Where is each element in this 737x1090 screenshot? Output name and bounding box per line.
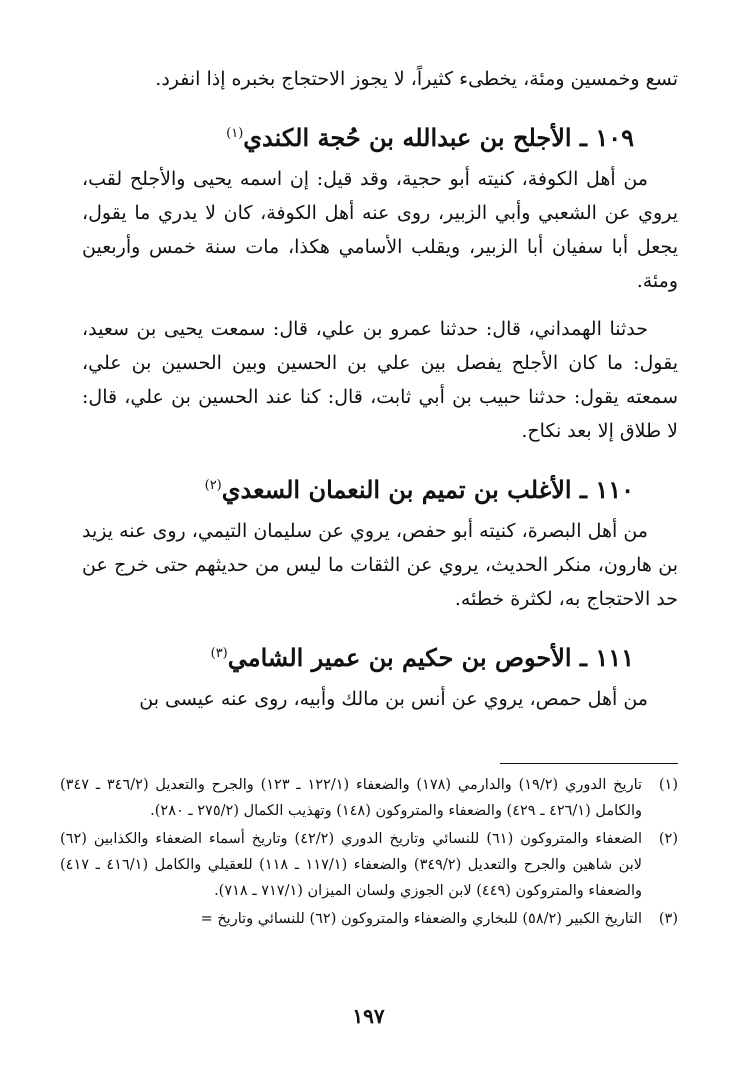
footnote-text: الضعفاء والمتروكون (٦١) للنسائي وتاريخ الدوري (٤٢/٢) وتاريخ أسماء الضعفاء والكذابين (٦٢) لابن شاهين والجرح والتعديل (٣٤٩/٢) والضعفاء (١١٧/١ ـ ١١٨) للعقيلي والكامل (٤١٦/١ ـ ٤١٧) والضعفاء والمتروكون (٤٤٩) لابن الجوزي ولسان الميزان (٧١٧/١ ـ ٧١٨). (60, 831, 643, 899)
footnotes (60, 772, 678, 934)
page-number: ١٩٧ (352, 1004, 385, 1028)
entry-title: ١١٠ ـ الأغلب بن تميم بن النعمان السعدي (221, 475, 634, 504)
lead-paragraph: تسع وخمسين ومئة، يخطىء كثيراً، لا يجوز الاحتجاج بخبره إذا انفرد. (155, 68, 678, 90)
entry-110 (82, 468, 678, 616)
entry-paragraph: من أهل الكوفة، كنيته أبو حجية، وقد قيل: إن اسمه يحيى والأجلح لقب، يروي عن الشعبي وأبي الزبير، روى عنه أهل الكوفة، كان لا يدري ما يقول، يجعل أبا سفيان أبا الزبير، ويقلب الأسامي هكذا، مات سنة خمس وأربعين ومئة. (82, 168, 678, 292)
footnote-divider (500, 763, 678, 764)
entry-heading (82, 116, 678, 156)
footnote (60, 772, 678, 824)
entry-paragraph: حدثنا الهمداني، قال: حدثنا عمرو بن علي، قال: سمعت يحيى بن سعيد، يقول: ما كان الأجلح يفصل بين علي بن الحسين وبين الحسين بن علي، سمعته يقول: حدثنا حبيب بن أبي ثابت، قال: كنا عند الحسين بن علي، قال: لا طلاق إلا بعد نكاح. (82, 318, 678, 442)
entry-paragraph: من أهل البصرة، كنيته أبو حفص، يروي عن سليمان التيمي، روى عنه يزيد بن هارون، منكر الحديث، يروي عن الثقات ما ليس من حديثهم حتى خرج عن حد الاحتجاج به، لكثرة خطئه. (82, 520, 678, 610)
footnote-ref[interactable]: (٢) (204, 478, 222, 493)
footnote-ref[interactable]: (٣) (210, 646, 228, 661)
footnote-number: (٣) (658, 911, 678, 927)
entry-title: ١١١ ـ الأحوص بن حكيم بن عمير الشامي (227, 643, 634, 672)
footnote-ref[interactable]: (١) (226, 126, 244, 141)
footnote (60, 906, 678, 932)
entry-title: ١٠٩ ـ الأجلح بن عبدالله بن حُجة الكندي (243, 123, 634, 152)
footnote-text: التاريخ الكبير (٥٨/٢) للبخاري والضعفاء والمتروكون (٦٢) للنسائي وتاريخ = (200, 911, 642, 927)
entry-111 (82, 636, 678, 716)
entry-heading (82, 468, 678, 508)
footnote (60, 826, 678, 904)
entry-heading (82, 636, 678, 676)
footnote-text: تاريخ الدوري (١٩/٢) والدارمي (١٧٨) والضعفاء (١٢٢/١ ـ ١٢٣) والجرح والتعديل (٣٤٦/٢ ـ ٣٤٧) والكامل (٤٢٦/١ ـ ٤٢٩) والضعفاء والمتروكون (١٤٨) وتهذيب الكمال (٢٧٥/٢ ـ ٢٨٠). (60, 777, 643, 819)
main-text (82, 62, 678, 716)
entry-paragraph: من أهل حمص، يروي عن أنس بن مالك وأبيه، روى عنه عيسى بن (139, 688, 648, 710)
footnote-number: (٢) (658, 831, 678, 847)
footnote-number: (١) (658, 777, 678, 793)
entry-109 (82, 116, 678, 448)
